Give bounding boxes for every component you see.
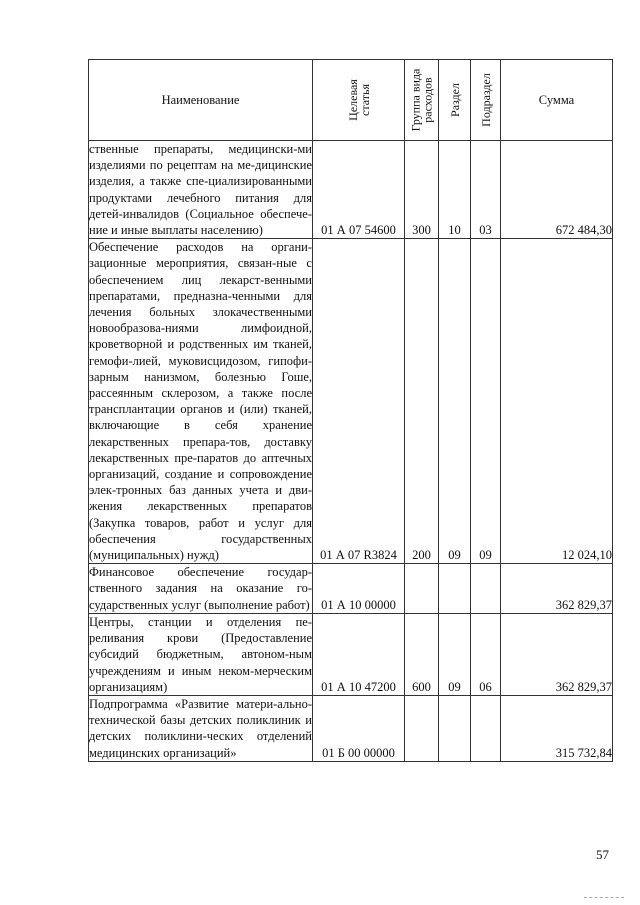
table-row xyxy=(89,564,613,614)
row-sum: 12 024,10 xyxy=(501,239,613,564)
table-row xyxy=(89,239,613,564)
table-header-row xyxy=(89,60,613,141)
row-group: 600 xyxy=(405,613,439,695)
row-code: 01 А 07 R3824 xyxy=(313,239,405,564)
row-name: Обеспечение расходов на органи-зационные мероприятия, связан-ные с обеспечением лиц лекарст-венными препаратами, предназна-ченными для лечения больных злокачественными новообразова-ниями лимфоидной, кроветворной и родственных им тканей, гемофи-лией, муковисцидозом, гипофи-зарным нанизмом, болезнью Гоше, рассеянным склерозом, а также после трансплантации органов и (или) тканей, включающие в себя хранение лекарственных препара-тов, доставку лекарственных пре-паратов до аптечных организаций, создание и сопровождение элек-тронных баз данных учета и дви-жения лекарственных препаратов (Закупка товаров, работ и услуг для обеспечения государственных (муниципальных) нужд) xyxy=(89,240,312,563)
row-subsection: 03 xyxy=(471,141,501,239)
row-name: ственные препараты, медицински-ми изделиями по рецептам на ме-дицинские изделия, а также спе-циализированными продуктами лечебного питания для детей-инвалидов (Социальное обеспече-ние и иные выплаты населению) xyxy=(89,142,312,238)
row-subsection xyxy=(471,564,501,614)
row-section: 09 xyxy=(439,613,471,695)
row-name: Центры, станции и отделения пе-реливания крови (Предоставление субсидий бюджетным, автоном-ным учреждениям и иным неком-мерческим организациям) xyxy=(89,614,312,694)
row-group: 300 xyxy=(405,141,439,239)
row-code: 01 Б 00 00000 xyxy=(313,695,405,761)
row-sum: 362 829,37 xyxy=(501,613,613,695)
scan-edge-mark xyxy=(584,897,624,898)
header-target-article: Целевая статья xyxy=(313,60,405,141)
row-section xyxy=(439,695,471,761)
row-section xyxy=(439,564,471,614)
row-subsection: 09 xyxy=(471,239,501,564)
row-section: 10 xyxy=(439,141,471,239)
budget-table xyxy=(88,59,613,762)
header-name: Наименование xyxy=(89,60,313,141)
table-row xyxy=(89,695,613,761)
row-sum: 315 732,84 xyxy=(501,695,613,761)
row-sum: 362 829,37 xyxy=(501,564,613,614)
table-row xyxy=(89,141,613,239)
row-code: 01 А 10 00000 xyxy=(313,564,405,614)
row-code: 01 А 07 54600 xyxy=(313,141,405,239)
header-sum: Сумма xyxy=(501,60,613,141)
row-name: Финансовое обеспечение государ-ственного задания на оказание го-сударственных услуг (выполнение работ) xyxy=(89,565,312,612)
page-number: 57 xyxy=(596,847,609,862)
row-sum: 672 484,30 xyxy=(501,141,613,239)
row-group xyxy=(405,564,439,614)
row-subsection: 06 xyxy=(471,613,501,695)
table-row xyxy=(89,613,613,695)
header-subsection: Подраздел xyxy=(471,60,501,141)
row-group xyxy=(405,695,439,761)
row-name: Подпрограмма «Развитие матери-ально-технической базы детских поликлиник и детских поликлини-ческих отделений медицинских организаций» xyxy=(89,696,312,760)
header-section: Раздел xyxy=(439,60,471,141)
row-section: 09 xyxy=(439,239,471,564)
header-expense-group: Группа вида расходов xyxy=(405,60,439,141)
row-group: 200 xyxy=(405,239,439,564)
row-code: 01 А 10 47200 xyxy=(313,613,405,695)
row-subsection xyxy=(471,695,501,761)
